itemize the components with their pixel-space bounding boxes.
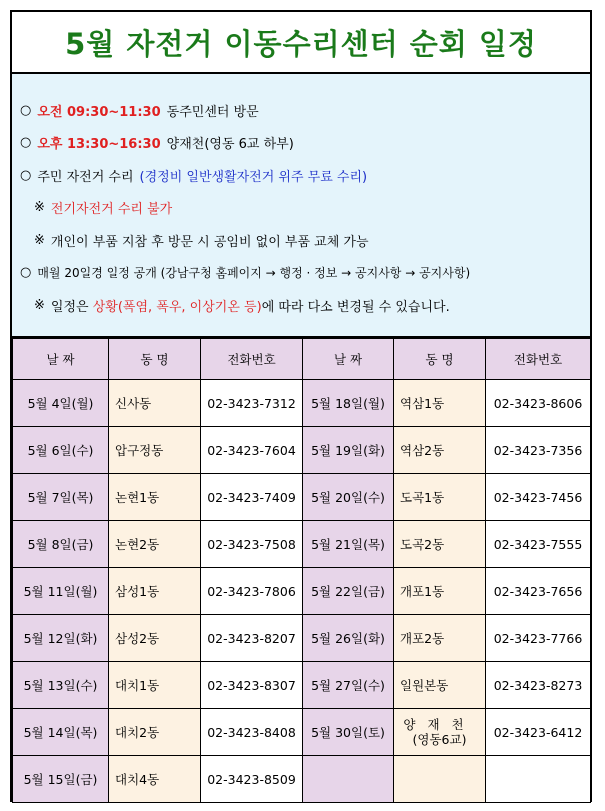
date-cell: 5월 15일(금) [13, 756, 109, 803]
phone-cell: 02-3423-8307 [201, 662, 303, 709]
date-cell: 5월 26일(화) [303, 615, 394, 662]
info-repair [12, 159, 590, 192]
dong-cell: 도곡1동 [394, 474, 486, 521]
date-cell: 5월 11일(월) [13, 568, 109, 615]
dong-cell: 역삼2동 [394, 427, 486, 474]
table-header-row [13, 339, 591, 380]
date-cell: 5월 18일(월) [303, 380, 394, 427]
circle-bullet-icon: ○ [20, 135, 32, 151]
info-morning [12, 94, 590, 127]
date-cell: 5월 14일(목) [13, 709, 109, 756]
dong-cell: 일원본동 [394, 662, 486, 709]
change-pre: 일정은 [50, 299, 89, 315]
table-row [13, 662, 591, 709]
header-date-2: 날 짜 [303, 339, 394, 380]
phone-cell: 02-3423-7312 [201, 380, 303, 427]
empty-date-cell [303, 756, 394, 803]
change-post: 에 따라 다소 변경될 수 있습니다. [261, 299, 450, 315]
phone-cell: 02-3423-7656 [486, 568, 591, 615]
afternoon-text: 양재천(영동 6교 하부) [166, 137, 294, 153]
info-section [12, 74, 590, 338]
date-cell: 5월 21일(목) [303, 521, 394, 568]
info-parts [12, 224, 590, 257]
circle-bullet-icon: ○ [20, 102, 32, 118]
dong-cell: 삼성1동 [109, 568, 201, 615]
table-row [13, 568, 591, 615]
schedule-text: 매월 20일경 일정 공개 (강남구청 홈페이지 → 행정 · 정보 → 공지사항 → 공지사항) [37, 266, 471, 281]
empty-dong-cell [394, 756, 486, 803]
phone-cell: 02-3423-8408 [201, 709, 303, 756]
date-cell: 5월 30일(토) [303, 709, 394, 756]
phone-cell: 02-3423-8207 [201, 615, 303, 662]
table-row [13, 427, 591, 474]
repair-note: (경정비 일반생활자전거 위주 무료 수리) [139, 169, 368, 185]
note-bullet-icon: ※ [34, 297, 45, 313]
dong-name-yangjae: 양재천 [403, 717, 476, 732]
phone-cell: 02-3423-7806 [201, 568, 303, 615]
dong-cell: 개포1동 [394, 568, 486, 615]
morning-time: 오전 09:30~11:30 [37, 104, 161, 120]
dong-cell: 압구정동 [109, 427, 201, 474]
phone-cell: 02-3423-8273 [486, 662, 591, 709]
phone-cell: 02-3423-7555 [486, 521, 591, 568]
note-bullet-icon: ※ [34, 200, 45, 216]
dong-cell: 역삼1동 [394, 380, 486, 427]
phone-cell: 02-3423-8606 [486, 380, 591, 427]
phone-cell: 02-3423-7409 [201, 474, 303, 521]
dong-name-bridge: (영동6교) [412, 732, 467, 747]
dong-cell: 논현1동 [109, 474, 201, 521]
date-cell: 5월 19일(화) [303, 427, 394, 474]
morning-text: 동주민센터 방문 [166, 104, 259, 120]
header-dong-1: 동 명 [109, 339, 201, 380]
repair-text: 주민 자전거 수리 [37, 169, 134, 185]
date-cell: 5월 13일(수) [13, 662, 109, 709]
header-phone-2: 전화번호 [486, 339, 591, 380]
circle-bullet-icon: ○ [20, 167, 32, 183]
afternoon-time: 오후 13:30~16:30 [37, 137, 161, 153]
ebike-text: 전기자전거 수리 불가 [50, 202, 173, 218]
table-row [13, 756, 591, 803]
info-afternoon [12, 127, 590, 160]
dong-cell: 대치4동 [109, 756, 201, 803]
schedule-table [12, 338, 591, 803]
page-title: 5월 자전거 이동수리센터 순회 일정 [65, 26, 537, 61]
circle-bullet-icon: ○ [20, 265, 32, 281]
date-cell: 5월 7일(목) [13, 474, 109, 521]
table-row [13, 474, 591, 521]
info-change [12, 289, 590, 322]
dong-cell: 논현2동 [109, 521, 201, 568]
phone-cell: 02-3423-6412 [486, 709, 591, 756]
table-row [13, 615, 591, 662]
phone-cell: 02-3423-8509 [201, 756, 303, 803]
phone-cell: 02-3423-7766 [486, 615, 591, 662]
phone-cell: 02-3423-7604 [201, 427, 303, 474]
dong-cell: 개포2동 [394, 615, 486, 662]
phone-cell: 02-3423-7356 [486, 427, 591, 474]
date-cell: 5월 20일(수) [303, 474, 394, 521]
dong-cell: 신사동 [109, 380, 201, 427]
empty-phone-cell [486, 756, 591, 803]
table-row [13, 521, 591, 568]
date-cell: 5월 8일(금) [13, 521, 109, 568]
dong-cell: 삼성2동 [109, 615, 201, 662]
schedule-frame [10, 10, 592, 802]
phone-cell: 02-3423-7456 [486, 474, 591, 521]
phone-cell: 02-3423-7508 [201, 521, 303, 568]
parts-text: 개인이 부품 지참 후 방문 시 공임비 없이 부품 교체 가능 [50, 234, 369, 250]
dong-cell: 도곡2동 [394, 521, 486, 568]
dong-cell: 대치2동 [109, 709, 201, 756]
header-phone-1: 전화번호 [201, 339, 303, 380]
info-ebike [12, 192, 590, 225]
date-cell: 5월 27일(수) [303, 662, 394, 709]
date-cell: 5월 4일(월) [13, 380, 109, 427]
date-cell: 5월 6일(수) [13, 427, 109, 474]
note-bullet-icon: ※ [34, 232, 45, 248]
table-row [13, 709, 591, 756]
table-row [13, 380, 591, 427]
title-bar [12, 12, 590, 74]
date-cell: 5월 22일(금) [303, 568, 394, 615]
header-dong-2: 동 명 [394, 339, 486, 380]
change-red: 상황(폭염, 폭우, 이상기온 등) [92, 299, 262, 315]
dong-cell-yangjae [394, 709, 486, 756]
dong-cell: 대치1동 [109, 662, 201, 709]
header-date-1: 날 짜 [13, 339, 109, 380]
info-schedule [12, 257, 590, 290]
date-cell: 5월 12일(화) [13, 615, 109, 662]
